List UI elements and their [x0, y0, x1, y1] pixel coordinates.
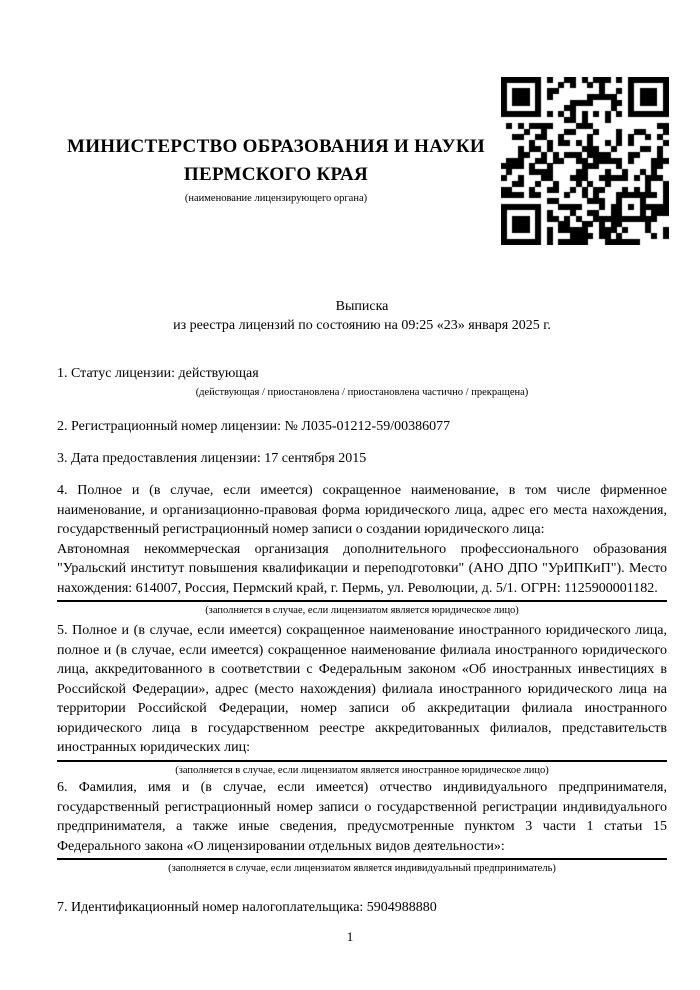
authority-name-line2: ПЕРМСКОГО КРАЯ [183, 164, 369, 185]
title-line1: Выписка [335, 299, 389, 314]
item-registration-number [57, 417, 667, 437]
item-note: (действующая / приостановлена / приостановлена частично / прекращена) [195, 386, 529, 398]
item-text: 7. Идентификационный номер налогоплательщика: 5904988880 [57, 900, 437, 915]
item-note: (заполняется в случае, если лицензиатом является иностранное юридическое лицо) [175, 764, 549, 776]
item-taxpayer-number [57, 898, 667, 918]
licensing-authority-header [57, 133, 495, 205]
item-license-status [57, 364, 667, 399]
item-grant-date [57, 449, 667, 469]
item-text: 5. Полное и (в случае, если имеется) сокращенное наименование иностранного юридического лица, полное и (в случае, если имеется) сокращенное наименование филиала иностранного юридического лица, аккредитованного в соответствии с Федеральным законом «Об иностранных инвестициях в Российской Федерации», адрес (место нахождения) филиала иностранного юридического лица на территории Российской Федерации, номер записи об аккредитации филиала иностранного юридического лица в государственном реестре аккредитованных филиалов, представительств иностранных юридических лиц: [57, 623, 667, 755]
fill-line [57, 760, 667, 762]
item-note: (заполняется в случае, если лицензиатом является индивидуальный предприниматель) [168, 863, 556, 874]
authority-caption: (наименование лицензирующего органа) [184, 193, 368, 204]
item-text: 6. Фамилия, имя и (в случае, если имеется) отчество индивидуального предпринимателя, государственный регистрационный номер записи о государственной регистрации индивидуального предпринимателя, а также иные сведения, предусмотренные пунктом 3 части 1 статьи 15 Федерального закона «О лицензировании отдельных видов деятельности»: [57, 780, 667, 854]
item-text: 3. Дата предоставления лицензии: 17 сентября 2015 [57, 451, 367, 466]
qr-code-icon [501, 77, 669, 245]
item-note: (заполняется в случае, если лицензиатом является юридическое лицо) [205, 605, 519, 616]
item-individual-entrepreneur [57, 778, 667, 875]
item-legal-entity [57, 481, 667, 617]
item-foreign-entity [57, 621, 667, 777]
item-text: 2. Регистрационный номер лицензии: № Л035-01212-59/00386077 [57, 419, 451, 434]
fill-line [57, 858, 667, 860]
authority-name-line1: МИНИСТЕРСТВО ОБРАЗОВАНИЯ И НАУКИ [66, 136, 486, 157]
document-title [57, 297, 667, 335]
item-text: 4. Полное и (в случае, если имеется) сокращенное наименование, в том числе фирменное наименование, и организационно-правовая форма юридического лица, адрес его места нахождения, государственный регистрационный номер записи о создании юридического лица: [57, 483, 667, 537]
item-text: 1. Статус лицензии: действующая [57, 366, 259, 381]
fill-line [57, 600, 667, 602]
item-value: Автономная некоммерческая организация дополнительного профессионального образования "Уральский институт повышения квалификации и переподготовки" (АНО ДПО "УрИПКиП"). Место нахождения: 614007, Россия, Пермский край, г. Пермь, ул. Революции, д. 5/1. ОГРН: 1125900001182. [57, 541, 667, 596]
page-number: 1 [346, 929, 354, 944]
title-line2: из реестра лицензий по состоянию на 09:25 «23» января 2025 г. [173, 318, 551, 333]
